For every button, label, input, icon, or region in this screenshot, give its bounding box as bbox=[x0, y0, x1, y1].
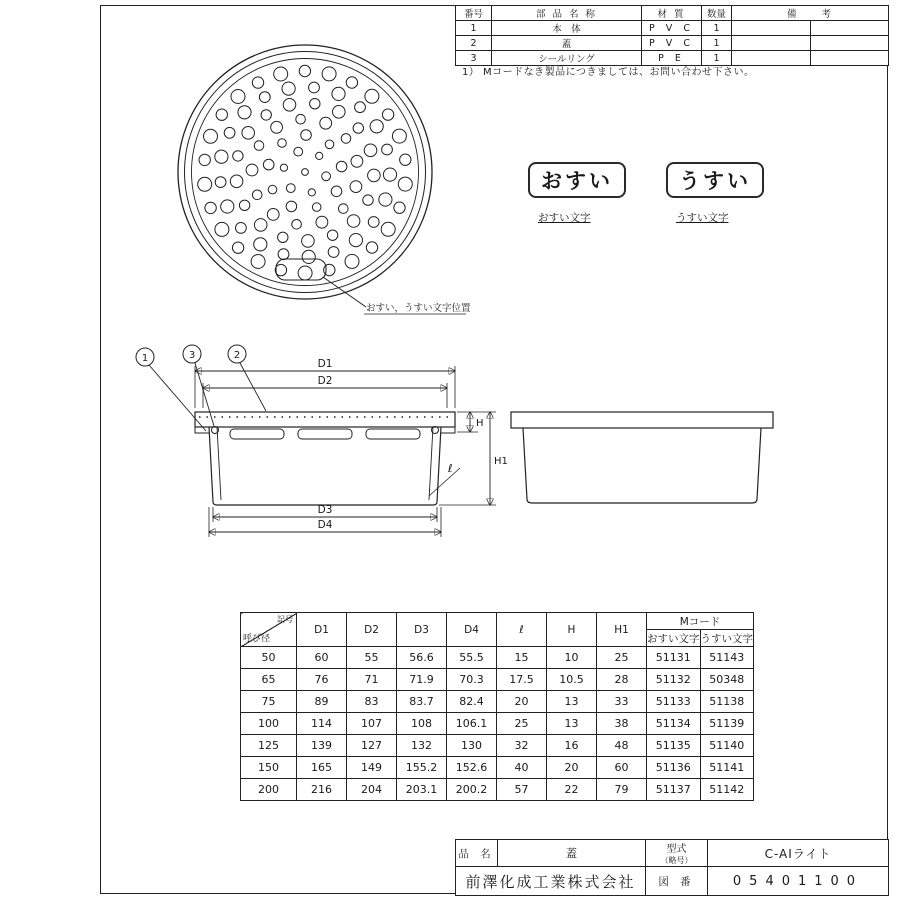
model-label bbox=[646, 840, 708, 867]
cover-hole bbox=[238, 106, 251, 119]
cover-hole bbox=[383, 168, 396, 181]
cover-hole bbox=[232, 242, 243, 253]
cover-hole bbox=[278, 232, 288, 242]
cover-hole bbox=[302, 250, 315, 263]
dim-cell: 149 bbox=[347, 757, 397, 779]
cover-hole bbox=[331, 186, 342, 197]
cover-hole bbox=[301, 130, 312, 141]
title-block bbox=[455, 839, 889, 896]
dim-cell: 33 bbox=[597, 691, 647, 713]
dim-cell: 51136 bbox=[647, 757, 701, 779]
cover-hole bbox=[364, 144, 377, 157]
cover-hole bbox=[215, 150, 228, 163]
dim-cell: 106.1 bbox=[447, 713, 497, 735]
lid-lip-right bbox=[441, 427, 455, 433]
dim-col-h: H bbox=[547, 613, 597, 647]
text-slot bbox=[276, 259, 326, 280]
cover-hole bbox=[328, 247, 339, 258]
dim-cell: 51133 bbox=[647, 691, 701, 713]
part-note bbox=[811, 36, 889, 51]
cover-hole bbox=[308, 189, 315, 196]
dim-col-mcode-osui: おすい文字 bbox=[647, 630, 701, 647]
cover-hole bbox=[349, 234, 362, 247]
section-view-drawing bbox=[118, 338, 528, 553]
cover-hole bbox=[268, 185, 277, 194]
dim-cell: 65 bbox=[241, 669, 297, 691]
cover-hole bbox=[345, 254, 359, 268]
dim-cell: 48 bbox=[597, 735, 647, 757]
parts-table bbox=[455, 5, 889, 66]
cover-hole bbox=[299, 65, 310, 76]
dim-cell: 89 bbox=[297, 691, 347, 713]
part-name: 蓋 bbox=[492, 36, 642, 51]
body-inner-wall-left bbox=[217, 427, 221, 500]
dim-cell: 200 bbox=[241, 779, 297, 801]
dim-row bbox=[241, 735, 754, 757]
cover-hole bbox=[351, 155, 363, 167]
cover-hole bbox=[310, 99, 320, 109]
dim-cell: 165 bbox=[297, 757, 347, 779]
dim-cell: 20 bbox=[547, 757, 597, 779]
corner-symbol-label: 記号 bbox=[277, 615, 293, 624]
h1-label: H1 bbox=[494, 456, 508, 467]
h-label: H bbox=[476, 418, 484, 429]
dim-col-mcode-usui: うすい文字 bbox=[700, 630, 754, 647]
dim-cell: 150 bbox=[241, 757, 297, 779]
cover-hole bbox=[294, 147, 303, 156]
cover-hole bbox=[283, 99, 296, 112]
cover-hole bbox=[280, 164, 287, 171]
lid-rib bbox=[298, 429, 352, 439]
dim-cell: 83 bbox=[347, 691, 397, 713]
balloon-3-leader bbox=[195, 363, 214, 426]
cover-hole bbox=[322, 67, 336, 81]
top-view-drawing bbox=[160, 38, 472, 334]
dim-cell: 130 bbox=[447, 735, 497, 757]
cover-hole bbox=[363, 195, 373, 205]
corner-diameter-label: 呼び径 bbox=[243, 634, 271, 644]
cover-hole bbox=[204, 129, 218, 143]
cover-hole bbox=[286, 201, 297, 212]
cover-hole bbox=[216, 109, 227, 120]
cover-hole bbox=[263, 159, 274, 170]
cover-hole bbox=[278, 249, 289, 260]
cover-hole bbox=[368, 217, 379, 228]
dim-cell: 32 bbox=[497, 735, 547, 757]
cover-hole bbox=[246, 164, 258, 176]
dim-cell: 75 bbox=[241, 691, 297, 713]
cover-center-hole bbox=[302, 169, 309, 176]
cover-hole bbox=[312, 203, 321, 212]
part-qty: 1 bbox=[702, 36, 732, 51]
dim-cell: 22 bbox=[547, 779, 597, 801]
part-no: 2 bbox=[456, 36, 492, 51]
cover-hole bbox=[215, 177, 226, 188]
cover-hole bbox=[298, 266, 312, 280]
cover-hole bbox=[316, 152, 323, 159]
osui-stamp: おすい bbox=[528, 162, 626, 198]
cover-hole bbox=[332, 87, 345, 100]
cover-hole bbox=[353, 123, 363, 133]
parts-col-qty: 数量 bbox=[702, 6, 732, 21]
dim-cell: 51137 bbox=[647, 779, 701, 801]
cover-hole bbox=[333, 106, 346, 119]
dim-cell: 100 bbox=[241, 713, 297, 735]
part-no: 1 bbox=[456, 21, 492, 36]
dim-cell: 56.6 bbox=[397, 647, 447, 669]
dim-cell: 155.2 bbox=[397, 757, 447, 779]
dim-cell: 10.5 bbox=[547, 669, 597, 691]
parts-header-row bbox=[456, 6, 889, 21]
title-block-row-1 bbox=[456, 840, 889, 867]
dim-cell: 71.9 bbox=[397, 669, 447, 691]
dim-cell: 51132 bbox=[647, 669, 701, 691]
drawing-number-value: 05401100 bbox=[708, 867, 889, 896]
cover-hole bbox=[392, 129, 406, 143]
dim-cell: 28 bbox=[597, 669, 647, 691]
product-name-label: 品 名 bbox=[456, 840, 498, 867]
lid-section bbox=[195, 412, 455, 427]
title-block-row-2 bbox=[456, 867, 889, 896]
cover-hole bbox=[233, 151, 243, 161]
part-material: P V C bbox=[642, 36, 702, 51]
balloon-2-number: 2 bbox=[233, 350, 241, 361]
cover-hole bbox=[242, 127, 255, 140]
dim-cell: 15 bbox=[497, 647, 547, 669]
cover-hole bbox=[296, 114, 306, 124]
cover-hole bbox=[370, 120, 383, 133]
dim-cell: 204 bbox=[347, 779, 397, 801]
dim-row bbox=[241, 669, 754, 691]
part-material: P E bbox=[642, 51, 702, 66]
cover-hole bbox=[252, 190, 262, 200]
cover-hole bbox=[221, 200, 234, 213]
cover-hole bbox=[261, 110, 271, 120]
parts-col-no: 番号 bbox=[456, 6, 492, 21]
cover-hole bbox=[292, 220, 302, 230]
cover-hole bbox=[365, 89, 379, 103]
cover-hole bbox=[400, 154, 411, 165]
dim-cell: 216 bbox=[297, 779, 347, 801]
dimension-table bbox=[240, 612, 754, 801]
cover-hole bbox=[259, 92, 270, 103]
dim-cell: 55 bbox=[347, 647, 397, 669]
cover-hole bbox=[368, 169, 381, 182]
cover-hole bbox=[322, 172, 331, 181]
cover-hole bbox=[382, 144, 393, 155]
cover-hole bbox=[379, 193, 392, 206]
dim-cell: 60 bbox=[597, 757, 647, 779]
dim-cell: 25 bbox=[497, 713, 547, 735]
cover-hole bbox=[224, 127, 235, 138]
usui-stamp-caption: うすい文字 bbox=[676, 212, 729, 224]
dim-cell: 82.4 bbox=[447, 691, 497, 713]
dim-row bbox=[241, 647, 754, 669]
cover-hole bbox=[309, 82, 320, 93]
cover-hole bbox=[231, 90, 245, 104]
dim-cell: 132 bbox=[397, 735, 447, 757]
dim-cell: 70.3 bbox=[447, 669, 497, 691]
side-body-outline bbox=[523, 428, 761, 503]
cover-hole bbox=[282, 82, 295, 95]
dim-cell: 127 bbox=[347, 735, 397, 757]
part-qty: 1 bbox=[702, 21, 732, 36]
side-view-drawing bbox=[505, 397, 785, 512]
lid-rib bbox=[230, 429, 284, 439]
dim-cell: 76 bbox=[297, 669, 347, 691]
dim-cell: 114 bbox=[297, 713, 347, 735]
dim-cell: 108 bbox=[397, 713, 447, 735]
parts-col-note: 備 考 bbox=[732, 6, 889, 21]
dim-row bbox=[241, 779, 754, 801]
part-note bbox=[732, 21, 811, 36]
dim-cell: 25 bbox=[597, 647, 647, 669]
cover-hole bbox=[394, 202, 405, 213]
parts-col-name: 部 品 名 称 bbox=[492, 6, 642, 21]
product-name-value: 蓋 bbox=[498, 840, 646, 867]
dim-cell: 40 bbox=[497, 757, 547, 779]
dim-row bbox=[241, 713, 754, 735]
slot-leader-line bbox=[323, 277, 366, 307]
balloon-1-number: 1 bbox=[141, 353, 149, 364]
dim-cell: 38 bbox=[597, 713, 647, 735]
cover-hole bbox=[339, 204, 349, 214]
cover-hole bbox=[278, 139, 287, 148]
parts-row bbox=[456, 36, 889, 51]
dim-cell: 125 bbox=[241, 735, 297, 757]
lid-rib bbox=[366, 429, 420, 439]
cover-hole bbox=[236, 223, 247, 234]
part-note bbox=[732, 36, 811, 51]
cover-hole bbox=[316, 216, 328, 228]
cover-hole bbox=[355, 102, 366, 113]
dim-cell: 57 bbox=[497, 779, 547, 801]
cover-hole bbox=[302, 235, 315, 248]
dim-cell: 60 bbox=[297, 647, 347, 669]
cover-hole bbox=[252, 77, 263, 88]
dim-row bbox=[241, 691, 754, 713]
cover-hole bbox=[350, 181, 362, 193]
model-label-sub: （略号） bbox=[660, 856, 693, 865]
cover-hole bbox=[267, 209, 279, 221]
dim-cell: 51141 bbox=[700, 757, 754, 779]
cover-hole bbox=[215, 222, 229, 236]
dim-cell: 51143 bbox=[700, 647, 754, 669]
osui-stamp-caption: おすい文字 bbox=[538, 212, 591, 224]
dim-corner-cell bbox=[241, 613, 297, 647]
dim-cell: 51139 bbox=[700, 713, 754, 735]
dim-cell: 51134 bbox=[647, 713, 701, 735]
dim-col-d1: D1 bbox=[297, 613, 347, 647]
part-qty: 1 bbox=[702, 51, 732, 66]
cover-hole bbox=[320, 117, 332, 129]
cover-hole bbox=[366, 242, 377, 253]
drawing-number-label: 図 番 bbox=[646, 867, 708, 896]
cover-hole bbox=[205, 202, 216, 213]
d4-label: D4 bbox=[317, 519, 333, 531]
dim-cell: 17.5 bbox=[497, 669, 547, 691]
dim-cell: 200.2 bbox=[447, 779, 497, 801]
body-inner-wall-right bbox=[429, 427, 433, 500]
dim-cell: 50 bbox=[241, 647, 297, 669]
cover-hole bbox=[274, 67, 288, 81]
cover-hole bbox=[254, 238, 267, 251]
cover-hole bbox=[325, 140, 334, 149]
part-note bbox=[811, 51, 889, 66]
hole-pattern bbox=[198, 65, 413, 280]
dim-cell: 71 bbox=[347, 669, 397, 691]
model-value: C-AIライト bbox=[708, 840, 889, 867]
side-lid-outline bbox=[511, 412, 773, 428]
dim-col-ell: ℓ bbox=[497, 613, 547, 647]
cover-hole bbox=[327, 230, 337, 240]
cover-hole bbox=[381, 222, 395, 236]
balloon-2-leader bbox=[240, 363, 266, 411]
dim-col-mcode: Mコード bbox=[647, 613, 754, 630]
part-name: 本 体 bbox=[492, 21, 642, 36]
dim-cell: 50348 bbox=[700, 669, 754, 691]
ell-label: ℓ bbox=[448, 462, 453, 475]
dim-cell: 107 bbox=[347, 713, 397, 735]
cover-hole bbox=[230, 175, 243, 188]
cover-rim-circle bbox=[185, 52, 426, 293]
cover-hole bbox=[382, 109, 393, 120]
cover-hole bbox=[198, 177, 212, 191]
cover-hole bbox=[347, 215, 360, 228]
dim-cell: 152.6 bbox=[447, 757, 497, 779]
cover-hole bbox=[398, 177, 412, 191]
cover-hole bbox=[254, 219, 267, 232]
model-label-main: 型式 bbox=[666, 844, 687, 855]
dim-cell: 51142 bbox=[700, 779, 754, 801]
part-note bbox=[811, 21, 889, 36]
parts-row bbox=[456, 21, 889, 36]
dim-cell: 55.5 bbox=[447, 647, 497, 669]
cover-hole bbox=[199, 154, 210, 165]
cover-hole bbox=[251, 255, 265, 269]
usui-stamp: うすい bbox=[666, 162, 764, 198]
dim-cell: 13 bbox=[547, 691, 597, 713]
d2-label: D2 bbox=[317, 375, 333, 387]
cover-hole bbox=[286, 184, 295, 193]
cover-hole bbox=[346, 77, 357, 88]
part-name: シールリング bbox=[492, 51, 642, 66]
cover-outer-circle bbox=[178, 45, 432, 299]
dim-col-d2: D2 bbox=[347, 613, 397, 647]
part-material: P V C bbox=[642, 21, 702, 36]
cover-hole bbox=[341, 134, 351, 144]
cover-hole bbox=[239, 200, 249, 210]
dim-cell: 79 bbox=[597, 779, 647, 801]
dim-row bbox=[241, 757, 754, 779]
slot-label: おすい，うすい文字位置 bbox=[366, 303, 471, 314]
dim-cell: 51135 bbox=[647, 735, 701, 757]
dim-cell: 10 bbox=[547, 647, 597, 669]
mcode-note: 1） Mコードなき製品につきましては、お問い合わせ下さい。 bbox=[462, 67, 755, 78]
cover-hole bbox=[336, 161, 347, 172]
dim-cell: 51131 bbox=[647, 647, 701, 669]
balloon-3-number: 3 bbox=[188, 350, 196, 361]
d1-label: D1 bbox=[317, 358, 333, 370]
ell-leader bbox=[429, 468, 460, 496]
part-no: 3 bbox=[456, 51, 492, 66]
dim-cell: 13 bbox=[547, 713, 597, 735]
dim-cell: 51140 bbox=[700, 735, 754, 757]
dim-cell: 51138 bbox=[700, 691, 754, 713]
parts-col-material: 材 質 bbox=[642, 6, 702, 21]
dim-header-row-1 bbox=[241, 613, 754, 630]
lid-lip-left bbox=[195, 427, 209, 433]
dim-cell: 203.1 bbox=[397, 779, 447, 801]
company-name: 前澤化成工業株式会社 bbox=[456, 867, 646, 896]
dim-col-h1: H1 bbox=[597, 613, 647, 647]
dim-cell: 83.7 bbox=[397, 691, 447, 713]
balloon-1-leader bbox=[149, 365, 206, 431]
dim-cell: 16 bbox=[547, 735, 597, 757]
dim-cell: 20 bbox=[497, 691, 547, 713]
dim-cell: 139 bbox=[297, 735, 347, 757]
dim-col-d3: D3 bbox=[397, 613, 447, 647]
cover-hole bbox=[271, 121, 283, 133]
dim-col-d4: D4 bbox=[447, 613, 497, 647]
cover-hole bbox=[254, 141, 264, 151]
d3-label: D3 bbox=[317, 504, 333, 516]
